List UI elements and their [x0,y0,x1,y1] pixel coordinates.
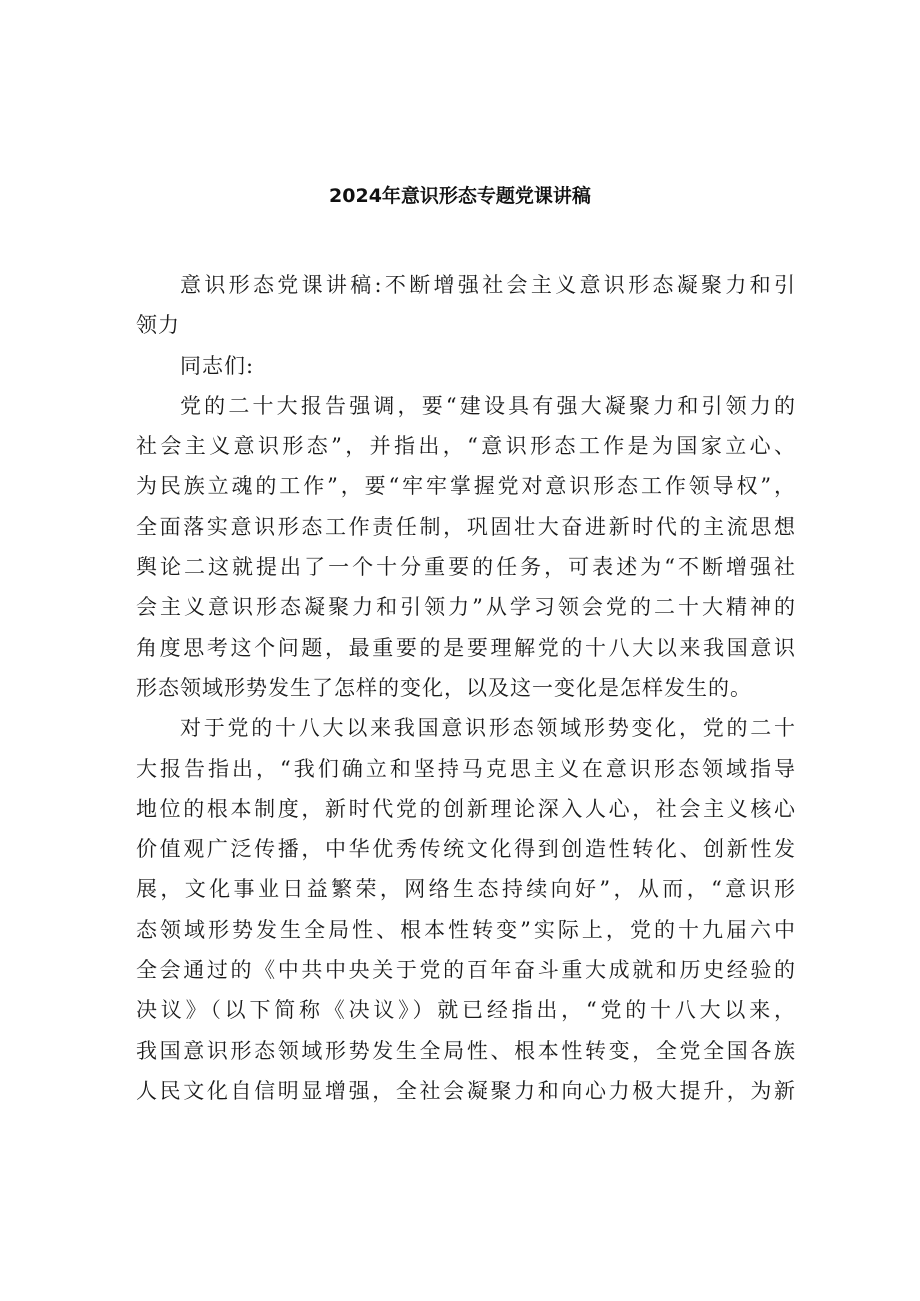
text-line: 形态领域形势发生了怎样的变化，以及这一变化是怎样发生的。 [136,675,752,700]
text-line: 舆论二这就提出了一个十分重要的任务，可表述为“不断增强社 [136,555,796,580]
paragraph-subtitle [136,265,796,346]
paragraph-body [136,386,796,708]
text-line: 全面落实意识形态工作责任制，巩固壮大奋进新时代的主流思想 [136,514,796,539]
text-line: 态领域形势发生全局性、根本性转变”实际上，党的十九届六中 [136,917,796,942]
paragraph-salutation [136,346,796,386]
text-line: 对于党的十八大以来我国意识形态领域形势变化，党的二十 [180,716,796,741]
text-line: 角度思考这个问题，最重要的是要理解党的十八大以来我国意识 [136,635,796,660]
text-line: 我国意识形态领域形势发生全局性、根本性转变，全党全国各族 [136,1038,796,1063]
text-line: 决议》（以下简称《决议》）就已经指出，“党的十八大以来， [136,998,796,1023]
document-body [136,265,796,1111]
text-line: 党的二十大报告强调，要“建设具有强大凝聚力和引领力的 [180,393,796,418]
text-line: 全会通过的《中共中央关于党的百年奋斗重大成就和历史经验的 [136,958,796,983]
paragraph-body [136,708,796,1111]
text-line: 意识形态党课讲稿:不断增强社会主义意识形态凝聚力和引 [180,273,796,297]
text-line: 地位的根本制度，新时代党的创新理论深入人心，社会主义核心 [136,796,796,821]
text-line: 领力 [136,313,180,338]
text-line: 价值观广泛传播，中华优秀传统文化得到创造性转化、创新性发 [136,837,796,862]
text-line: 人民文化自信明显增强，全社会凝聚力和向心力极大提升，为新 [136,1078,796,1103]
text-line: 社会主义意识形态”，并指出，“意识形态工作是为国家立心、 [136,434,796,459]
text-line: 大报告指出，“我们确立和坚持马克思主义在意识形态领域指导 [136,756,796,781]
text-line: 同志们: [180,353,255,378]
text-line: 展，文化事业日益繁荣，网络生态持续向好”，从而，“意识形 [136,877,796,902]
text-line: 为民族立魂的工作”，要“牢牢掌握党对意识形态工作领导权”， [136,474,796,499]
document-title: 2024年意识形态专题党课讲稿 [329,185,591,207]
text-line: 会主义意识形态凝聚力和引领力”从学习领会党的二十大精神的 [136,595,796,620]
